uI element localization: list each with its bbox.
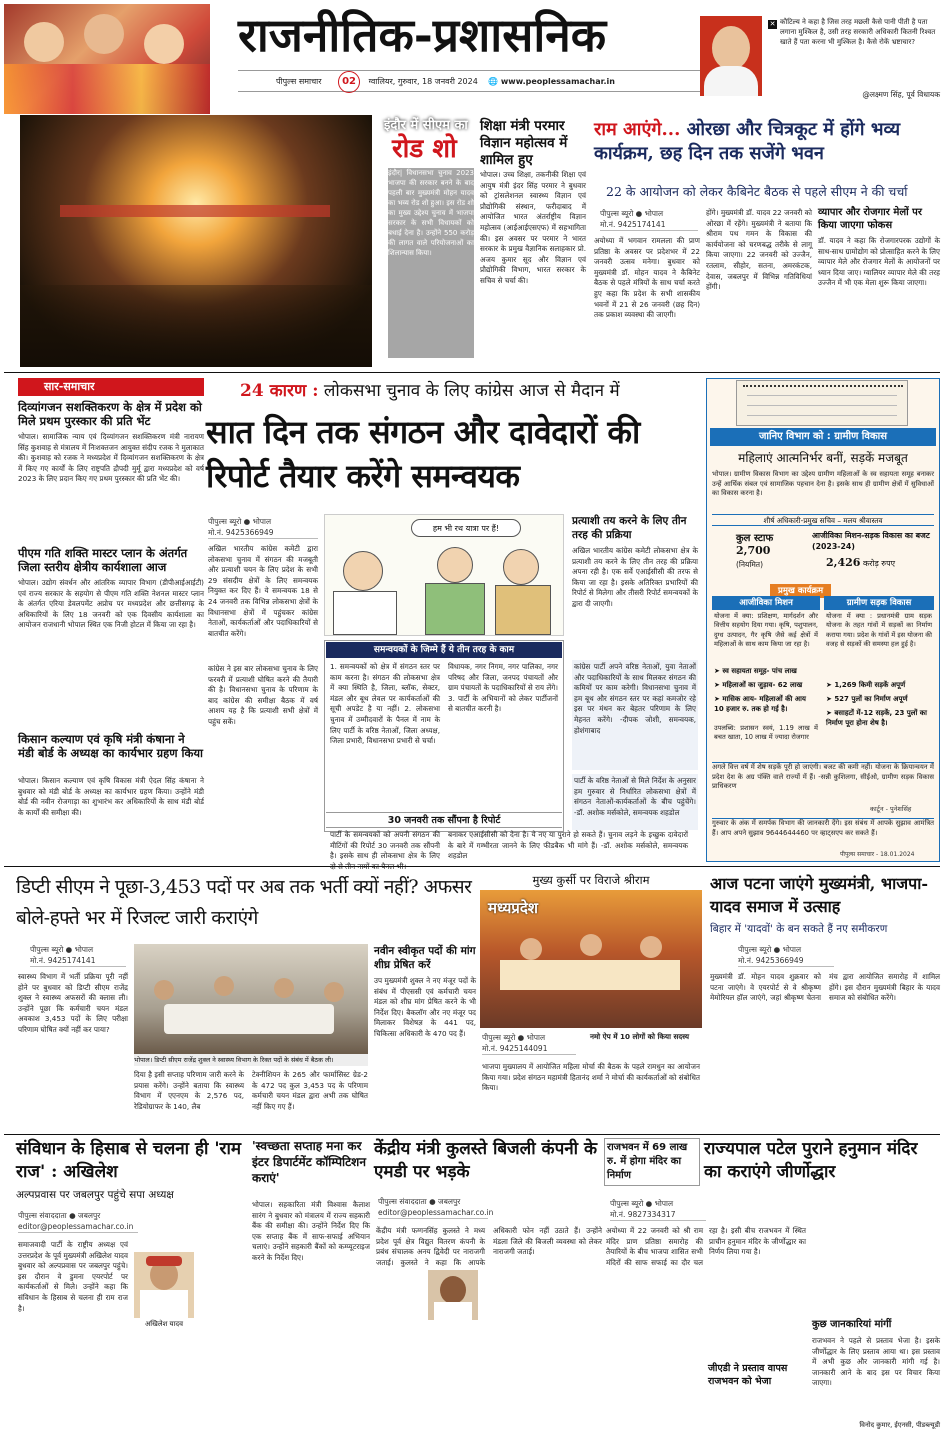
report-col-1: पार्टी के समन्वयकों को अपनी संगठन की मीटिंगों की रिपोर्ट 30 जनवरी तक सौंपनी है। इसके साथ ही लोकसभा क्षेत्र के लिए	[330, 830, 440, 861]
sidebar-header-label: सार-समाचार	[44, 380, 95, 393]
program2-title-label: ग्रामीण सड़क विकास	[846, 598, 912, 608]
divider-lower	[4, 1134, 940, 1135]
mandir-side-sig: विनोद कुमार, ईएनसी, पीडब्ल्यूडी	[859, 1421, 940, 1429]
task-title-label: समन्वयकों के जिम्मे हैं ये तीन तरह के काम	[373, 645, 515, 655]
congress-cartoon	[324, 514, 564, 636]
program1-body: योजना में क्या: प्रशिक्षण, मार्गदर्शन और वित्तीय सहयोग दिया गया। कृषि, पशुपालन, दुग्ध उत्पादन, गैर कृषि जैसे कई क्षेत्रों में महिलाओं के साथ काम किया जा रहा है।	[714, 612, 818, 649]
cmchair-caption: नमो ऐप में 10 लोगों को किया सदस्य	[590, 1032, 690, 1041]
website-link[interactable]: www.peoplessamachar.in	[500, 77, 615, 86]
notebook-icon	[736, 380, 908, 426]
globe-icon: 🌐	[488, 77, 499, 86]
akhilesh-photo	[134, 1252, 194, 1318]
dept-staff-label: कुल स्टाफ	[736, 533, 774, 544]
ram-subhead: 22 के आयोजन को लेकर कैबिनेट बैठक से पहले सीएम ने की चर्चा	[606, 184, 908, 199]
congress-kicker-rest: लोकसभा चुनाव के लिए कांग्रेस आज से मैदान में	[323, 381, 620, 401]
program2-point-1-label: 527 पुलों का निर्माण अपूर्ण	[834, 695, 908, 703]
dept-officials: शीर्ष अधिकारी-प्रमुख सचिव – मलय श्रीवास्तव	[712, 514, 934, 526]
cartoon-bubble: हम भी रथ यात्रा पर हैं!	[411, 519, 521, 537]
divider-top	[4, 372, 940, 373]
quote-text: कौटिल्य ने कहा है जिस तरह मछली कैसे पानी पीती है पता लगाना मुश्किल है, उसी तरह सरकारी अधिकारी कितनी रिश्वत खाते हैं पता करना भी मुश्किल है। कैसे रोकें भ्रष्टाचार?	[780, 18, 936, 46]
section-title: राजनीतिक-प्रशासनिक	[238, 8, 607, 62]
program2-point-2: ➤ बसाहटों में-12 सड़कें, 23 पुलों का निर्माण पूरा होना शेष है।	[826, 709, 927, 727]
x-icon: ✕	[769, 20, 776, 28]
cmchair-body: भाजपा मुख्यालय में आयोजित महिला मोर्चा की बैठक के पहले रामधुन का आयोजन किया गया। प्रदेश संगठन महामंत्री हितानंद शर्मा ने मोर्चा की कार्यकर्ताओं को संबोधित किया।	[482, 1062, 700, 1093]
vacancy-side-head: नवीन स्वीकृत पदों की मांग शीघ्र प्रेषित करें	[374, 945, 476, 971]
congress-kicker-red: 24 कारण :	[240, 381, 319, 401]
congress-byline-text: पीपुल्स ब्यूरो ● भोपाल	[208, 517, 272, 526]
program2-title	[824, 596, 934, 610]
mandir-kicker: राजभवन में 69 लाख रु. में होगा मंदिर का निर्माण	[604, 1138, 700, 1186]
sidebar-item-1-headline: पीएम गति शक्ति मास्टर प्लान के अंतर्गत जिला स्तरीय क्षेत्रीय कार्यशाला आज	[18, 546, 188, 574]
akhilesh-byline	[18, 1210, 138, 1233]
sidebar-item-2-body: भोपाल। किसान कल्याण एवं कृषि विकास मंत्री ऐदल सिंह कंषाना ने बुधवार को मंडी बोर्ड के अध्यक्ष का कार्यभार ग्रहण किया। उन्होंने मंडी बोर्ड की नवीन रोजगाड़ा का शुभारंभ कर अधिकारियों के साथ मंडी बोर्ड के कार्यों की समीक्षा की।	[18, 776, 204, 817]
science-headline: शिक्षा मंत्री परमार विज्ञान महोत्सव में शामिल हुए	[480, 118, 568, 168]
cmchair-headline: मुख्य कुर्सी पर विराजे श्रीराम	[532, 873, 650, 887]
vacancy-side-body: उप मुख्यमंत्री शुक्ल ने नए मंजूर पदों के संबंध में पीएससी एवं कर्मचारी चयन मंडल को शीघ्र मांग प्रेषित करने के भी निर्देश दिए। बैकलॉग और नए मंजूर पद मिलाकर विशेषज्ञ के 441 पद, चिकित्सा अधिकारी के 470 पद हैं।	[374, 976, 476, 1038]
vacancy-byline	[30, 944, 126, 967]
roadshow-kicker: इंदौर में सीएम का	[384, 118, 468, 133]
report-box-label: 30 जनवरी तक सौंपना है रिपोर्ट	[387, 815, 501, 826]
cmchair-banner: मध्यप्रदेश	[488, 899, 539, 917]
program2-point-0: ➤ 1,269 किमी सड़कें अपूर्ण	[826, 681, 906, 689]
congress-headline: सात दिन तक संगठन और दावेदारों की रिपोर्ट तैयार करेंगे समन्वयक	[206, 413, 640, 495]
roadshow-headline: रोड शो	[388, 134, 478, 164]
task-col-1: 1. समन्वयकों को क्षेत्र में संगठन स्तर पर काम करना है। संगठन की लोकसभा क्षेत्र में क्या स्थिति है, जिला, ब्लॉक, सेक्टर, मंडल और बूथ लेवल पर कार्यकर्ताओं की सूची अपडेट है या नहीं। 2. लोकसभा चुनाव में उम्मीदवारों के पैनल में नाम के लिए पार्टी के वरिष्ठ नेताओं, जिला अध्यक्ष, जिला प्रभारी, विधानसभा प्रभारी से चर्चा।	[330, 662, 440, 746]
dept-programs-title	[712, 578, 934, 596]
dept-staff-note: (नियमित)	[736, 560, 764, 569]
sidebar-item-2-headline: किसान कल्याण एवं कृषि मंत्री कंषाना ने मंडी बोर्ड के अध्यक्ष का कार्यभार ग्रहण किया	[18, 732, 204, 760]
congress-side-head: प्रत्याशी तय करने के लिए तीन तरह की प्रक्रिया	[572, 515, 687, 541]
quote-author: @लक्ष्मण सिंह, पूर्व विधायक	[862, 90, 940, 99]
cmchair-byline	[482, 1032, 576, 1055]
sidebar-item-1-body: भोपाल। उद्योग संवर्धन और आंतरिक व्यापार विभाग (डीपीआईआईटी) एवं राज्य सरकार के सहयोग से पीएम गति शक्ति नेशनल मास्टर प्लान के अंतर्गत एरिया डेवलपमेंट अप्रोच पर मध्यप्रदेश और छत्तीसगढ़ के अधिकारियों के लिए 18 जनवरी को एक दिवसीय कार्यशाला का आयोजन राजधानी भोपाल स्थित एक निजी होटल में किया जा रहा है।	[18, 578, 204, 630]
dept-title	[710, 428, 936, 446]
vacancy-mobile: मो.नं. 9425174141	[30, 956, 96, 965]
patna-subhead: बिहार में 'यादवों' के बन सकते हैं नए समीकरण	[710, 923, 888, 935]
roadshow-photo	[20, 115, 372, 367]
mandir-byline	[610, 1198, 706, 1221]
dept-subtitle: महिलाएं आत्मनिर्भर बनीं, सड़कें मजबूत	[738, 451, 908, 465]
vacancy-body-2: दिया है इसी सप्ताह परिणाम जारी करने के प्रयास करेंगे। उन्होंने बताया कि स्वास्थ्य विभाग में एएनएम के 2,576 पद, रेडियोग्राफर के 140, लैब	[134, 1070, 244, 1111]
vacancy-body-3: टेक्नीशियन के 265 और फार्मासिस्ट ग्रेड-2 के 472 पद कुल 3,453 पद के परिणाम कर्मचारी चयन मंडल द्वारा अभी तक घोषित नहीं किए गए हैं।	[252, 1070, 368, 1111]
report-box-title	[326, 812, 562, 828]
sidebar-item-0-headline: दिव्यांगजन सशक्तिकरण के क्षेत्र में प्रदेश को मिले प्रथम पुरस्कार की प्रति भेंट	[18, 400, 202, 428]
dateline: ग्वालियर, गुरुवार, 18 जनवरी 2024	[368, 77, 478, 86]
program1-stats: उपलब्धि: प्रशासन स्वयं, 1.19 लाख में बचत खाता, 10 लाख में ज्यादा रोजगार	[714, 724, 818, 742]
ram-side-head: व्यापार और रोजगार मेलों पर किया जाएगा फोकस	[818, 207, 922, 231]
congress-col-1: अखिल भारतीय कांग्रेस कमेटी द्वारा लोकसभा चुनाव में संगठन की मजबूती और प्रत्याशी चयन के लिए प्रदेश के सभी 29 संसदीय क्षेत्रों के लिए समन्वयक नियुक्त कर दिए हैं। ये समन्वयक 18 से 24 जनवरी तक विभिन्न लोकसभा क्षेत्रों के विधानसभा क्षेत्रों में पहुंचकर कांग्रेस नेताओं, कार्यकर्ताओं और पदाधिकारियों से बातचीत करेंगे।	[208, 544, 318, 638]
ram-headline	[594, 118, 940, 166]
roadshow-body: इंदौर| विधानसभा चुनाव 2023 भाजपा की सरकार बनने के बाद पहली बार मुख्यमंत्री मोहन यादव का भव्य रोड शो हुआ। इस रोड शो का मुख्य उद्देश्य चुनाव में भाजपा सरकार के सभी विधायकों को बधाई देना है। उन्होंने 550 करोड़ की लागत वाले परियोजनाओं का शिलान्यास किया।	[388, 168, 474, 358]
task-col-2: विधायक, नगर निगम, नगर पालिका, नगर परिषद और जिला, जनपद पंचायतों और ग्राम पंचायतों के पदाधिकारियों से राय लेंगे। 3. पार्टी के अभियानों को लेकर पार्टीजनों से बातचीत करनी है।	[448, 662, 558, 714]
vacancy-photo	[134, 944, 368, 1054]
program1-point-0-label: स्व सहायता समूह- पांच लाख	[722, 667, 797, 675]
dateline-bar	[238, 70, 702, 92]
divider-mid	[4, 866, 940, 867]
ram-side-body: डॉ. यादव ने कहा कि रोजगारपरक उद्योगों के साथ-साथ ग्रामोद्योग को प्रोत्साहित करने के लिए व्यापार मेले और रोजगार मेलों के आयोजनों पर ध्यान दिया जाए। ग्वालियर व्यापार मेले की तरह उज्जैन में भी एक मेला शुरू किया जाएगा।	[818, 236, 941, 288]
program2-point-0-label: 1,269 किमी सड़कें अपूर्ण	[834, 681, 906, 689]
ram-byline-text: पीपुल्स ब्यूरो ● भोपाल	[600, 209, 664, 218]
congress-col-2: कांग्रेस ने इस बार लोकसभा चुनाव के लिए फरवरी में प्रत्याशी घोषित करने की तैयारी की है। विधानसभा चुनाव के परिणाम के बाद कांग्रेस की समीक्षा बैठक में वर्ष आशय यह है कि प्रत्याशी सभी क्षेत्रों में पहुंच सकें।	[208, 664, 318, 726]
mandir-byline-text: पीपुल्स ब्यूरो ● भोपाल	[610, 1199, 674, 1208]
patna-body: मुख्यमंत्री डॉ. मोहन यादव शुक्रवार को पटना जाएंगे। वे एयरपोर्ट से वे श्रीकृष्ण मेमोरियल हॉल जाएंगे, जहां श्रीकृष्ण चेतना मंच द्वारा आयोजित समारोह में शामिल होंगे। इस दौरान मुख्यमंत्री बिहार के यादव समाज को संबोधित करेंगे।	[710, 972, 940, 1003]
report-col-2: बनाकर एआईसीसी को देना है। ये नए या पुराने हो सकते हैं। चुनाव लड़ने के इच्छुक दावेदारों के बारे में गम्भीरता जानने के लिए फीडबैक भी मांगे हैं। -डॉ. अशोक मर्सकोले, समन्वयक शहडोल	[448, 830, 688, 861]
patna-mobile: मो.नं. 9425366949	[738, 956, 804, 965]
sidebar-item-0-body: भोपाल। सामाजिक न्याय एवं दिव्यांगजन सशक्तिकरण मंत्री नारायण सिंह कुशवाह से मंत्रालय में निःशक्तजन आयुक्त संदीप रजक ने मुलाकात की। कुशवाह को रजक ने मध्यप्रदेश में दिव्यांगजन सशक्तिकरण के क्षेत्र में किए गए कार्यों के लिए राष्ट्रपति द्रौपदी मुर्मू द्वारा मध्यप्रदेश को वर्ष 2023 के लिए प्रदान किए गए प्रथम पुरस्कार की प्रति भेंट की।	[18, 432, 204, 484]
science-body: भोपाल। उच्च शिक्षा, तकनीकी शिक्षा एवं आयुष मंत्री इंदर सिंह परमार ने बुधवार को ट्रांसलेशनल स्वास्थ्य विज्ञान एवं प्रौद्योगिकी संस्थान, फरीदाबाद में आयोजित भारत अंतर्राष्ट्रीय विज्ञान महोत्सव (आईआईएसएफ) में सहभागिता की। इस अवसर पर परमार ने भारत सरकार के प्रमुख वैज्ञानिक सलाहकार प्रो. अजय कुमार सूद और विज्ञान एवं प्रौद्योगिकी विभाग, भारत सरकार के सचिव से चर्चा की।	[480, 170, 586, 285]
kulaste-photo	[428, 1270, 478, 1320]
vacancy-headline: डिप्टी सीएम ने पूछा-3,453 पदों पर अब तक भर्ती क्यों नहीं? अफसर बोले-हफ्ते भर में रिजल्ट जारी कराएंगे	[16, 876, 472, 929]
program1-point-2-label: मासिक आय- महिलाओं की आय 10 हजार रु. तक हो गई है।	[714, 695, 806, 713]
congress-kicker	[240, 380, 700, 402]
congress-mobile: मो.नं. 9425366949	[208, 528, 274, 537]
competition-headline: 'स्वच्छता सप्ताह मना कर इंटर डिपार्टमेंट कॉम्पिटिशन कराएं'	[252, 1139, 366, 1185]
patna-byline-text: पीपुल्स ब्यूरो ● भोपाल	[738, 945, 802, 954]
dept-budget-label: आजीविका मिशन-सड़क विकास का बजट (2023-24)	[812, 531, 930, 551]
akhilesh-headline: संविधान के हिसाब से चलना ही 'राम राज' : अखिलेश	[16, 1139, 242, 1182]
akhilesh-caption: अखिलेश यादव	[144, 1320, 184, 1328]
dept-footer-note: गुरुवार के अंक में समर्पक विभाग की जानकारी देंगे। इस संबंध में आपके सुझाव आमंत्रित हैं। आप अपने सुझाव 9644644460 पर व्हाट्सएप कर सकते हैं।	[712, 818, 934, 848]
program1-point-0: ➤ स्व सहायता समूह- पांच लाख	[714, 667, 797, 675]
kulaste-body: केंद्रीय मंत्री फग्गनसिंह कुलस्ते ने मध्य प्रदेश पूर्व क्षेत्र विद्युत वितरण कंपनी के प्रबंध संचालक अनय द्विवेदी पर नाराजगी जताई। कुलस्ते ने कहा कि आपके अधिकारी फोन नहीं उठाते हैं। उन्होंने मंडला जिले की बिजली व्यवस्था को लेकर नाराजगी जताई।	[376, 1226, 602, 1267]
cmchair-byline-text: पीपुल्स ब्यूरो ● भोपाल	[482, 1033, 546, 1042]
ram-mobile: मो.नं. 9425174141	[600, 220, 666, 229]
cmchair-mobile: मो.नं. 9425144091	[482, 1044, 548, 1053]
dept-quote: अगले वित्त वर्ष में शेष सड़कें पूरी हो जाएंगी। बजट की कमी नहीं। योजना के क्रियान्वयन में प्रदेश देश के अग्र पंक्ति वाले राज्यों में हैं। -सन्नी कुशिलगा, सीईओ, ग्रामीण सड़क विकास प्राधिकरण	[712, 762, 934, 802]
ram-headline-rest: ओरछा और चित्रकूट में होंगे भव्य कार्यक्रम, छह दिन तक सजेंगे भवन	[594, 119, 901, 164]
ram-headline-red: राम आएंगे...	[594, 119, 681, 140]
program2-point-1: ➤ 527 पुलों का निर्माण अपूर्ण	[826, 695, 908, 703]
akhilesh-byline-text: पीपुल्स संवाददाता ● जबलपुर	[18, 1211, 101, 1220]
mandir-body: अयोध्या में 22 जनवरी को श्री राम मंदिर प्राण प्रतिष्ठा समारोह की तैयारियों के बीच भाजपा शासित सभी मंदिरों की साफ सफाई का दौर चल रहा है। इसी बीच राजभवन में स्थित प्राचीन हनुमान मंदिर के जीर्णोद्धार का निर्णय लिया गया है।	[606, 1226, 806, 1267]
program2-body: योजना में क्या : प्रधानमंत्री ग्राम सड़क योजना के तहत गांवों में सड़कों का निर्माण कराया गया। प्रदेश के गांवों में इस योजना की वजह से सड़कों की समस्या हल हुई है।	[826, 612, 932, 649]
dept-title-label: जानिए विभाग को : ग्रामीण विकास	[759, 431, 887, 442]
dept-budget	[812, 556, 934, 569]
sidebar-header	[18, 378, 204, 396]
kulaste-headline: केंद्रीय मंत्री कुलस्ते बिजली कंपनी के एमडी पर भड़के	[374, 1139, 598, 1182]
mandir-sub2: जीएडी ने प्रस्ताव वापस राजभवन को भेजा	[708, 1362, 806, 1388]
cmchair-photo	[480, 890, 702, 1028]
dept-cartoon-credit: कार्टून - पुनेशसिंह	[870, 805, 912, 813]
vacancy-photo-caption: भोपाल। डिप्टी सीएम राजेंद्र शुक्ल ने स्वास्थ्य विभाग के रिक्त पदों के संबंध में बैठक ली।	[134, 1054, 368, 1066]
akhilesh-email: editor@peoplessamachar.co.in	[18, 1222, 134, 1231]
task-title	[326, 642, 562, 658]
mandir-side-head: कुछ जानकारियां मांगीं	[812, 1319, 892, 1330]
kulaste-byline-text: पीपुल्स संवाददाता ● जबलपुर	[378, 1197, 461, 1206]
program1-point-2: ➤ मासिक आय- महिलाओं की आय 10 हजार रु. तक हो गई है।	[714, 695, 806, 713]
ram-body-2: होंगे। मुख्यमंत्री डॉ. यादव 22 जनवरी को ओरछा में रहेंगे। मुख्यमंत्री ने बताया कि श्रीराम पथ गमन के विकास की कार्ययोजना को चरणबद्ध तरीके से लागू किया जाएगा। 22 जनवरी को उज्जैन, रतलाम, सीहोर, सतना, अमरकंटक, देवास, जबलपुर में विभिन्न गतिविधियां होंगी।	[706, 208, 812, 292]
ram-byline	[600, 208, 698, 231]
masthead-photo	[4, 4, 210, 114]
paper-name: पीपुल्स समाचार	[276, 77, 322, 86]
congress-byline	[208, 516, 318, 539]
program1-point-1-label: महिलाओं का जुड़ाव- 62 लाख	[722, 681, 803, 689]
dept-budget-value: 2,426	[826, 556, 861, 569]
congress-side-quote-2: पार्टी के वरिष्ठ नेताओं से मिले निर्देश के अनुसार हम गुरुवार से निर्धारित लोकसभा क्षेत्रों में संगठन नेताओं-कार्यकर्ताओं के बीच पहुंचेंगे। -डॉ. अशोक मर्सकोले, समन्वयक शहडोल	[572, 774, 698, 830]
patna-byline	[738, 944, 834, 967]
mandir-mobile: मो.नं. 9827334317	[610, 1210, 676, 1219]
program1-point-1: ➤ महिलाओं का जुड़ाव- 62 लाख	[714, 681, 803, 689]
page-number: 02	[338, 71, 360, 93]
dept-programs-title-label: प्रमुख कार्यक्रम	[770, 584, 831, 598]
mandir-side-body: राजभवन ने पहले से प्रस्ताव भेजा है। इसके जीर्णोद्धार के लिए प्रस्ताव आया था। इस प्रस्ताव में अभी कुछ और जानकारी मांगी गई है। जानकारी आने के बाद इस पर विचार किया जाएगा।	[812, 1336, 940, 1388]
mandir-headline: राज्यपाल पटेल पुराने हनुमान मंदिर का कराएंगे जीर्णोद्धार	[704, 1139, 918, 1182]
akhilesh-subhead: अल्पप्रवास पर जबलपुर पहुंचे सपा अध्यक्ष	[16, 1189, 174, 1201]
akhilesh-body: समाजवादी पार्टी के राष्ट्रीय अध्यक्ष एवं उत्तरप्रदेश के पूर्व मुख्यमंत्री अखिलेश यादव बुधवार को अल्पप्रवास पर जबलपुर पहुंचे। इस दौरान वे डुमना एयरपोर्ट पर कार्यकर्ताओं से मिले। उन्होंने कहा कि संविधान के हिसाब से चलना ही राम राज है।	[18, 1240, 128, 1313]
ram-body-1: अयोध्या में भगवान रामलला की प्राण प्रतिष्ठा के अवसर पर प्रदेशभर में 22 जनवरी उत्सव मनेगा। बुधवार को मुख्यमंत्री डॉ. मोहन यादव ने कैबिनेट बैठक से पहले मंत्रियों के साथ चर्चा करते हुए कहा कि प्रदेश के सभी शासकीय भवनों में 21 से 26 जनवरी (छह दिन) तक प्रकाश व्यवस्था की जाएगी।	[594, 236, 700, 320]
dept-staff-value: 2,700	[736, 544, 771, 557]
congress-side-body: अखिल भारतीय कांग्रेस कमेटी लोकसभा क्षेत्र के प्रत्याशी तय करने के लिए तीन तरह की प्रक्रिया अपना रही है। एक सर्वे एआईसीसी की तरफ से किया जा रहा है। इसके अतिरिक्त प्रभारियों की रिपोर्ट से मिलेगा और तीसरी रिपोर्ट समन्वयकों के द्वारा दी जाएगी।	[572, 546, 698, 608]
dept-intro: भोपाल। ग्रामीण विकास विभाग का उद्देश्य ग्रामीण महिलाओं के स्व सहायता समूह बनाकर उन्हें आर्थिक संबल एवं सामाजिक पहचान देना है। इसके साथ ही ग्रामीण क्षेत्रों में सुविधाओं का विकास करना है।	[712, 470, 934, 498]
program2-point-2-label: बसाहटों में-12 सड़कें, 23 पुलों का निर्माण पूरा होना शेष है।	[826, 709, 927, 727]
vacancy-body-1: स्वास्थ्य विभाग में भर्ती प्रक्रिया पूरी नहीं होने पर बुधवार को डिप्टी सीएम राजेंद्र शुक्ल ने स्वास्थ्य अफसरों की क्लास ली। उन्होंने पूछा कि कर्मचारी चयन मंडल अवकाश 3,453 पदों के लिए परीक्षा परिणाम घोषित क्यों नहीं कर पाया?	[18, 972, 128, 1034]
patna-headline: आज पटना जाएंगे मुख्यमंत्री, भाजपा-यादव समाज में उत्साह	[710, 874, 929, 916]
program1-title-label: आजीविका मिशन	[739, 598, 793, 608]
kulaste-email: editor@peoplessamachar.co.in	[378, 1208, 494, 1217]
kulaste-byline	[378, 1196, 494, 1219]
competition-body: भोपाल। सहकारिता मंत्री विश्वास कैलाश सारंग ने बुधवार को मंत्रालय में राज्य सहकारी बैंक की समीक्षा की। उन्होंने निर्देश दिए कि एक सप्ताह बैंक में साफ-सफाई अभियान चलाएं। उन्होंने सहकारी बैंकों को कम्प्यूटराइज करने के निर्देश दिए।	[252, 1200, 370, 1262]
vacancy-byline-text: पीपुल्स ब्यूरो ● भोपाल	[30, 945, 94, 954]
dept-budget-unit: करोड़ रुपए	[863, 559, 896, 568]
roadshow-caption: पीपुल्स फोटो	[420, 361, 451, 369]
quote-author-photo	[700, 16, 762, 96]
dept-footer-sig: पीपुल्स समाचार - 18.01.2024	[840, 851, 915, 858]
congress-side-quote: कांग्रेस पार्टी अपने वरिष्ठ नेताओं, युवा नेताओं और पदाधिकारियों के साथ मिलकर संगठन की कमियों पर काम करेगी। विधानसभा चुनाव में हम बूथ और संगठन स्तर पर कहां कमजोर रहे इस पर मंथन कर बेहतर परिणाम के लिए मेहनत करेंगे। -दीपक जोशी, समन्वयक, होशंगाबाद	[572, 660, 698, 770]
program1-title	[712, 596, 820, 610]
